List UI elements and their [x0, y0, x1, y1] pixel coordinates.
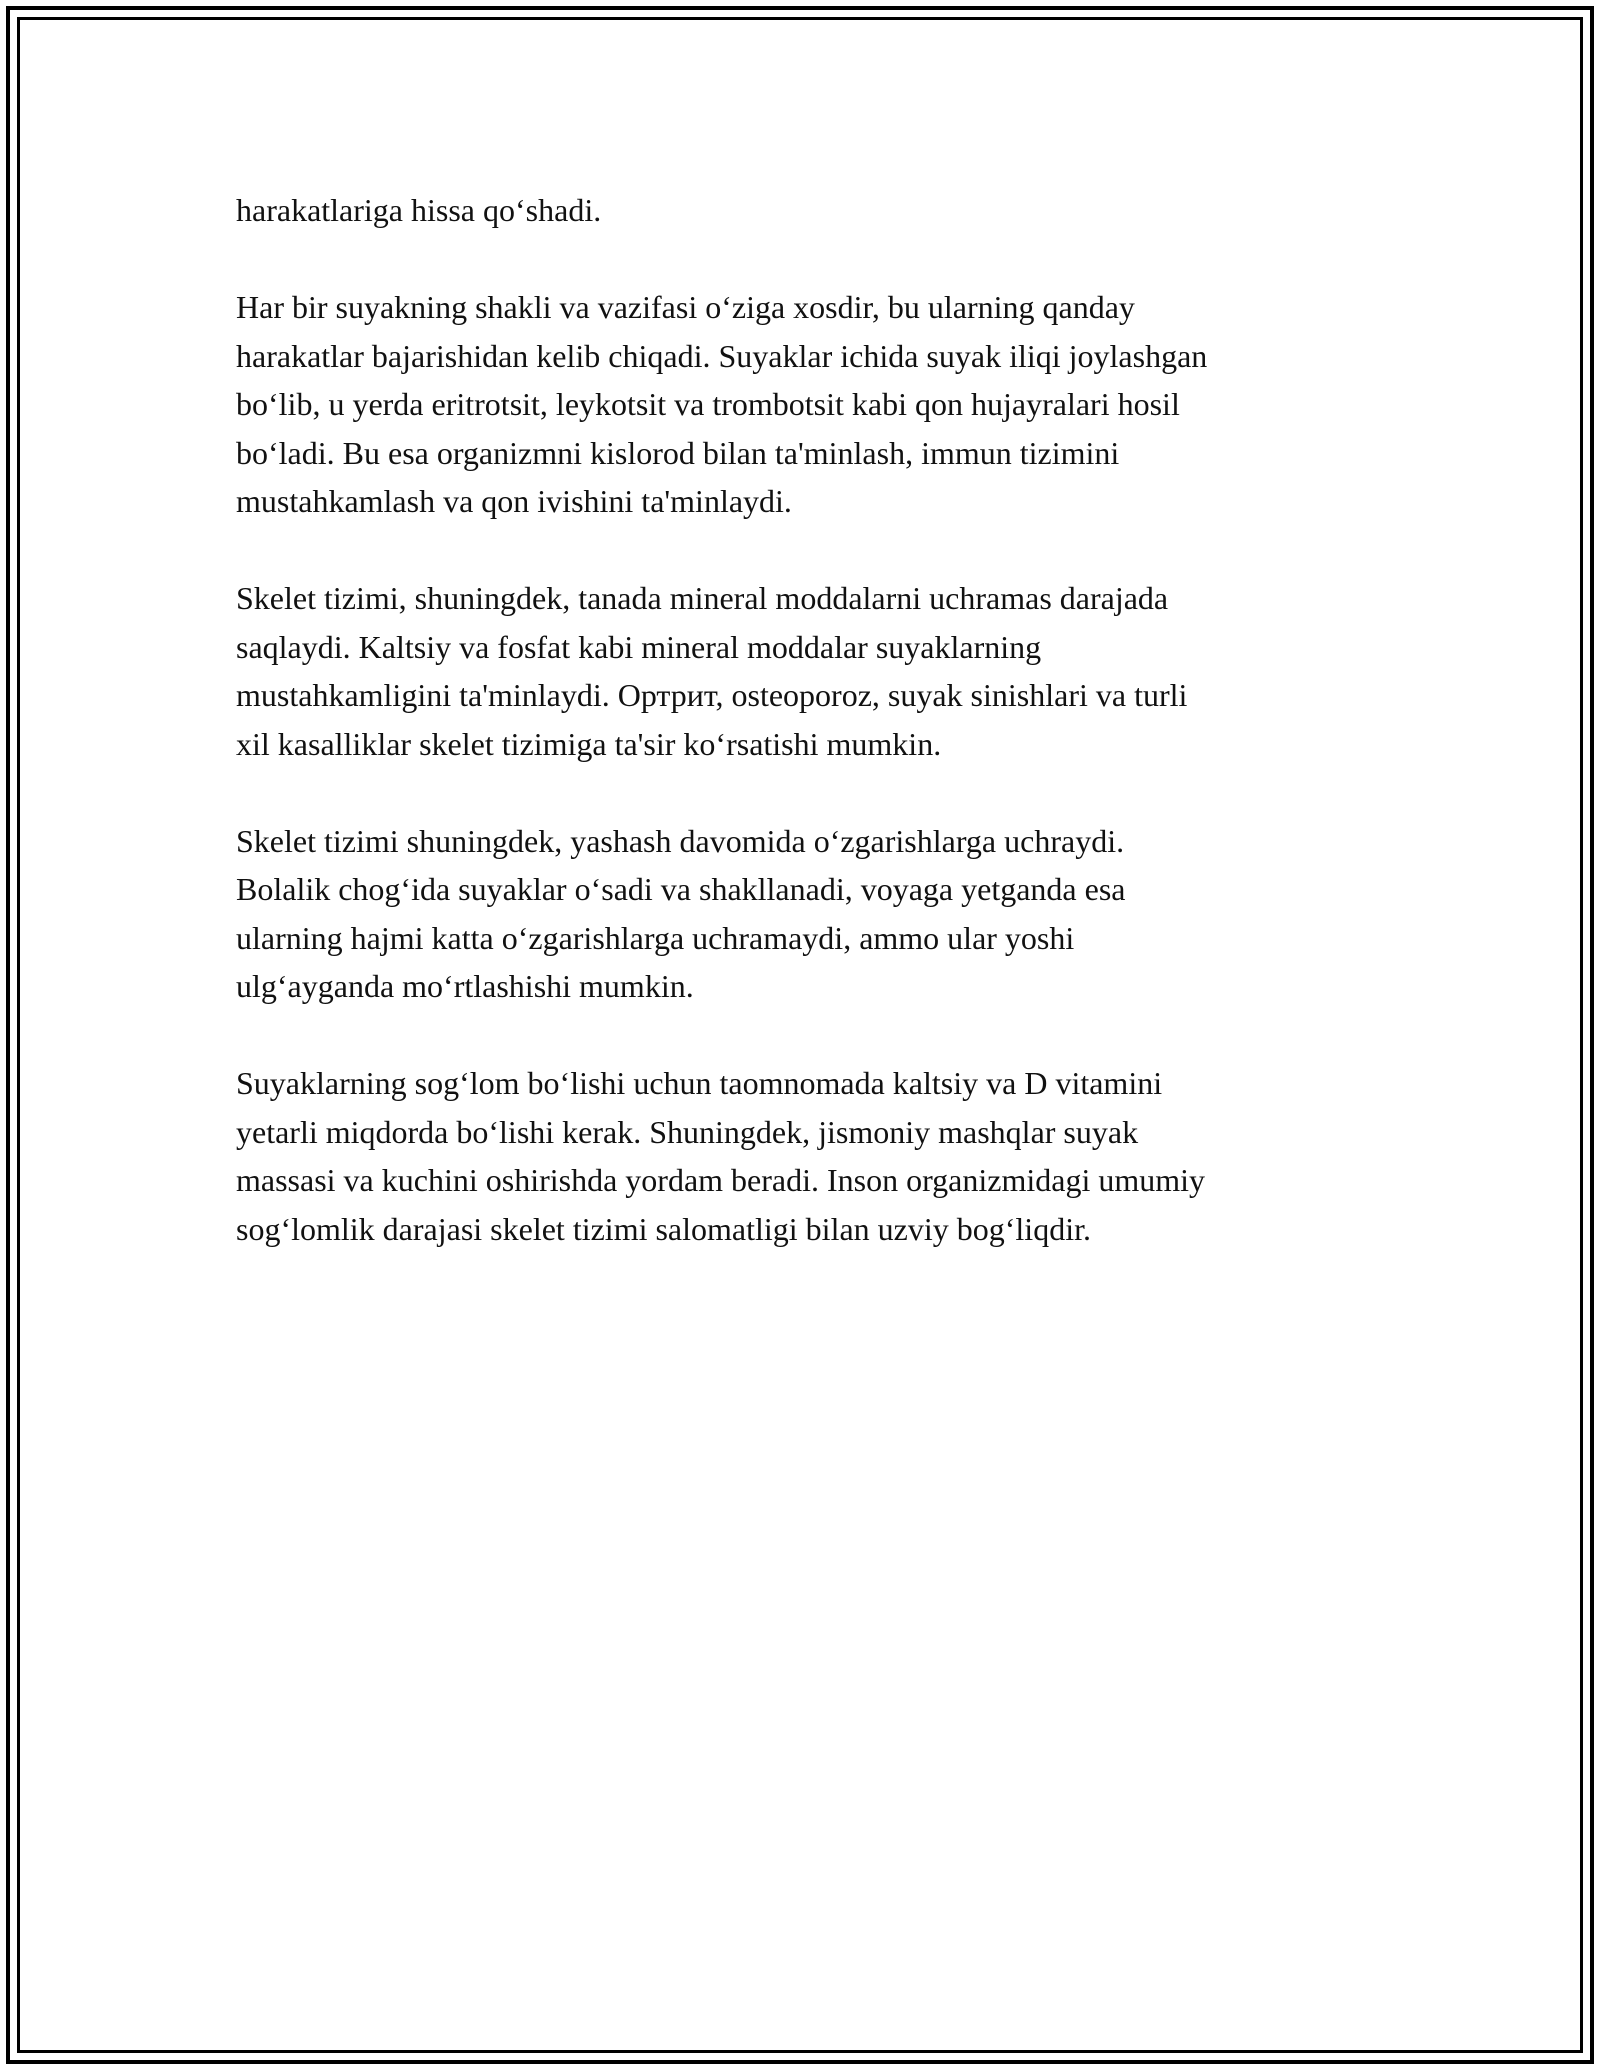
paragraph-4: Skelet tizimi shuningdek, yashash davomida o‘zgarishlarga uchraydi. Bolalik chog‘ida suyaklar o‘sadi va shakllanadi, voyaga yetganda esa ularning hajmi katta o‘zgarishlarga uchramaydi, ammo ular yoshi ulg‘ayganda mo‘rtlashishi mumkin.	[236, 822, 1126, 1004]
paragraph-1: harakatlariga hissa qo‘shadi.	[236, 192, 602, 228]
paragraph-3: Skelet tizimi, shuningdek, tanada mineral moddalarni uchramas darajada saqlaydi. Kaltsiy va fosfat kabi mineral moddalar suyaklarning mustahkamligini ta'minlaydi. Ортрит, osteoporoz, suyak sinishlari va turli xil kasalliklar skelet tizimiga ta'sir ko‘rsatishi mumkin.	[236, 580, 1188, 762]
paragraph-2: Har bir suyakning shakli va vazifasi o‘ziga xosdir, bu ularning qanday harakatlar bajarishidan kelib chiqadi. Suyaklar ichida suyak iliqi joylashgan bo‘lib, u yerda eritrotsit, leykotsit va trombotsit kabi qon hujayralari hosil bo‘ladi. Bu esa organizmni kislorod bilan ta'minlash, immun tizimini mustahkamlash va qon ivishini ta'minlaydi.	[236, 289, 1208, 519]
document-body	[236, 186, 1366, 1302]
paragraph-5: Suyaklarning sog‘lom bo‘lishi uchun taomnomada kaltsiy va D vitamini yetarli miqdorda bo‘lishi kerak. Shuningdek, jismoniy mashqlar suyak massasi va kuchini oshirishda yordam beradi. Inson organizmidagi umumiy sog‘lomlik darajasi skelet tizimi salomatligi bilan uzviy bog‘liqdir.	[236, 1065, 1206, 1247]
